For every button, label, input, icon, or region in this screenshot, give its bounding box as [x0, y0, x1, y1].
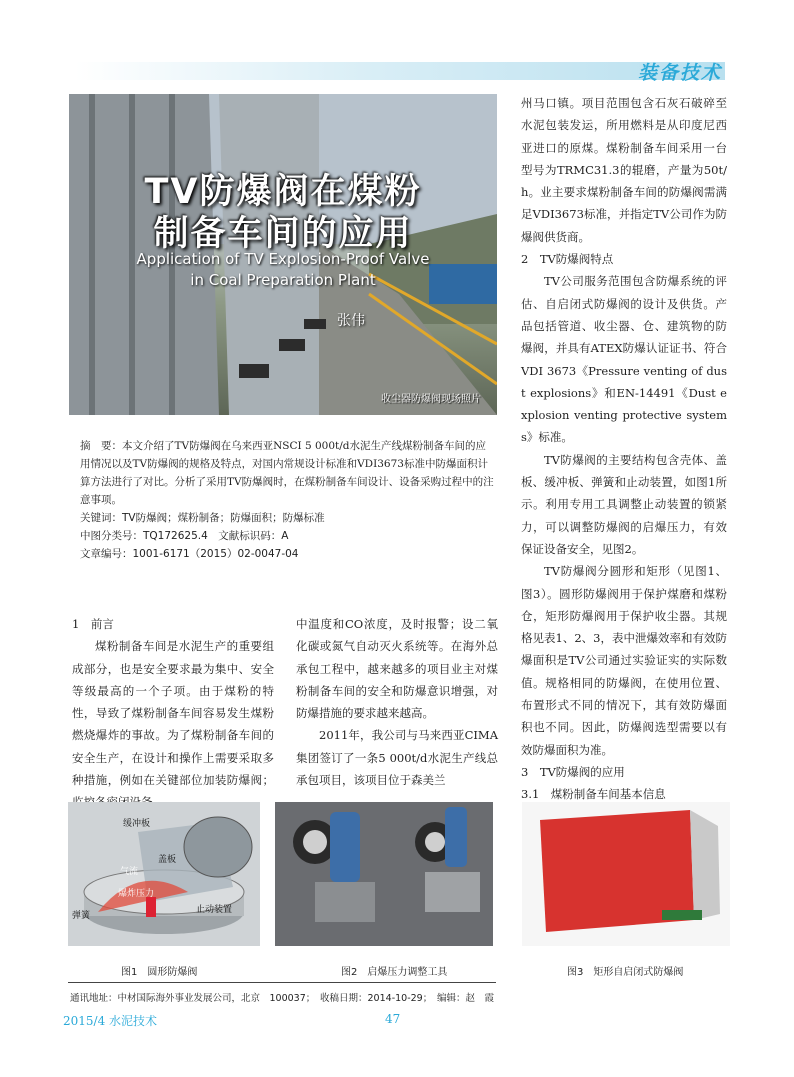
figure-3-rectangular-valve — [522, 802, 730, 946]
paragraph: TV防爆阀的主要结构包含壳体、盖板、缓冲板、弹簧和止动装置，如图1所示。利用专用工具调整止动装置的锁紧力，可以调整防爆阀的启爆压力，有效保证设备安全，见图2。 — [521, 452, 727, 556]
figure-3-caption: 图3 矩形自启闭式防爆阀 — [567, 967, 684, 978]
label-buffer-plate: 缓冲板 — [123, 819, 151, 829]
label-explosion-pressure: 爆炸压力 — [118, 889, 155, 899]
article-number: 文章编号：1001-6171（2015）02-0047-04 — [80, 548, 299, 560]
body-column-1 — [72, 613, 274, 814]
abstract-text: 摘 要：本文介绍了TV防爆阀在乌来西亚NSCI 5 000t/d水泥生产线煤粉制备车间的应用情况以及TV防爆阀的规格及特点，对国内常规设计标准和VDI3673标准中防爆面积计算方法进行了对比。分析了采用TV防爆阀时，在煤粉制备车间设计、设备采购过程中的注意事项。 — [80, 440, 494, 506]
paragraph: 2011年，我公司与马来西亚CIMA集团签订了一条5 000t/d水泥生产线总承包项目，该项目位于森美兰 — [296, 728, 498, 788]
hero-english-line1: Application of TV Explosion-Proof Valve — [136, 250, 430, 268]
rectangular-valve-photo — [522, 802, 730, 946]
hero-title-line2: 制备车间的应用 — [153, 214, 413, 254]
round-valve-diagram — [68, 802, 260, 946]
body-column-3 — [521, 92, 727, 806]
header-band — [75, 62, 725, 80]
label-airflow: 气流 — [120, 867, 139, 877]
paragraph: TV公司服务范围包含防爆系统的评估、自启闭式防爆阀的设计及供货。产品包括管道、收尘器、仓、建筑物的防爆阀，并具有ATEX防爆认证证书、符合VDI 3673《Pressure venting of dust explosions》和EN-14491《Dust explosion venting protective systems》标准。 — [521, 274, 727, 445]
section-heading-3-1: 3.1 煤粉制备车间基本信息 — [521, 787, 666, 802]
hero-caption: 收尘器防爆阀现场照片 — [381, 394, 481, 405]
abstract-block — [80, 437, 496, 563]
body-column-2 — [296, 613, 498, 791]
paragraph: 中温度和CO浓度，及时报警；设二氧化碳或氮气自动灭火系统等。在海外总承包工程中，越来越多的项目业主对煤粉制备车间的安全和防爆意识增强，对防爆措施的要求越来越高。 — [296, 617, 498, 721]
hero-title-line1: TV防爆阀在煤粉 — [144, 172, 422, 212]
paragraph: 煤粉制备车间是水泥生产的重要组成部分，也是安全要求最为集中、安全等级最高的一个子项。由于煤粉的特性，导致了煤粉制备车间容易发生煤粉燃烧爆炸的事故。为了煤粉制备车间的安全生产，在设计和操作上需要采取多种措施，例如在关键部位加装防爆阀； — [72, 639, 274, 788]
page-number: 47 — [385, 1012, 401, 1026]
figure-2-caption: 图2 启爆压力调整工具 — [341, 967, 448, 978]
label-spring: 弹簧 — [72, 911, 91, 921]
figure-2-adjust-tool — [275, 802, 493, 946]
paragraph: 州马口镇。项目范围包含石灰石破碎至水泥包装发运，所用燃料是从印度尼西亚进口的原煤。煤粉制备车间采用一台型号为TRMC31.3的辊磨，产量为50t/h。业主要求煤粉制备车间的防爆阀需满足VDI3673标准，并指定TV公司作为防爆阀供货商。 — [521, 96, 727, 244]
figure-1-round-valve — [68, 802, 260, 946]
correspondence-address: 通讯地址：中材国际海外事业发展公司，北京 100037； 收稿日期：2014-10-29； 编辑：赵 霞 — [70, 993, 494, 1004]
adjust-tool-photo — [275, 802, 493, 946]
footer-rule — [68, 982, 496, 983]
hero-photo — [69, 94, 497, 415]
label-stopper: 止动装置 — [196, 905, 233, 915]
author: 张伟 — [337, 313, 365, 329]
figure-1-caption: 图1 圆形防爆阀 — [121, 967, 198, 978]
label-cover: 盖板 — [158, 855, 177, 865]
keywords: 关键词：TV防爆阀；煤粉制备；防爆面积；防爆标准 — [80, 512, 325, 524]
paragraph: TV防爆阀分圆形和矩形（见图1、图3）。圆形防爆阀用于保护煤磨和煤粉仓，矩形防爆阀用于保护收尘器。其规格见表1、2、3，表中泄爆效率和有效防爆面积是TV公司通过实验证实的实际数值。规格相同的防爆阀，在使用位置、布置形式不同的情况下，其有效防爆面积也不同。因此，防爆阀选型需要以有效防爆面积为准。 — [521, 564, 727, 757]
section-heading-2: 2 TV防爆阀特点 — [521, 252, 614, 267]
section-heading-1: 1 前言 — [72, 617, 114, 631]
classification-number: 中图分类号：TQ172625.4 文献标识码：A — [80, 530, 289, 542]
journal-issue: 2015/4 水泥技术 — [63, 1014, 158, 1028]
hero-english-line2: in Coal Preparation Plant — [190, 271, 376, 289]
section-heading-3: 3 TV防爆阀的应用 — [521, 764, 625, 779]
section-title: 装备技术 — [637, 62, 722, 84]
